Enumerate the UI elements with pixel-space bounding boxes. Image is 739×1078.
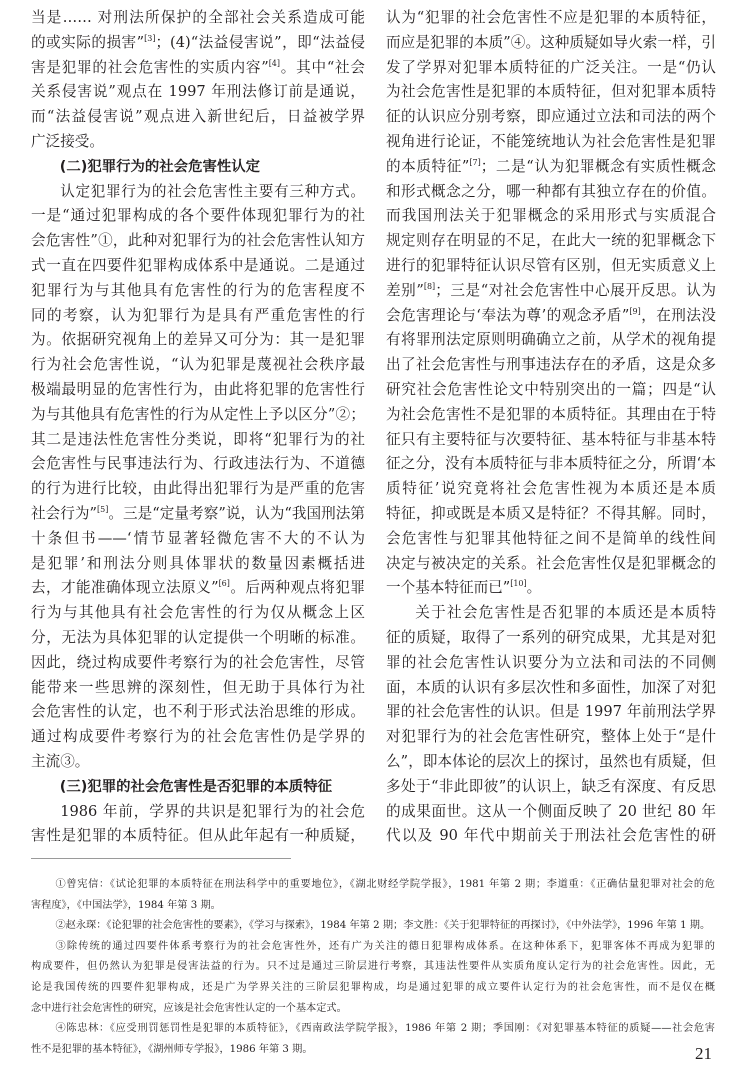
text-line: 因此，绕过构成要件考察行为的社会危害性，尽管 — [31, 653, 365, 671]
citation-marker: [5] — [97, 504, 109, 514]
section-heading: (三)犯罪的社会危害性是否犯罪的本质特征 — [59, 778, 332, 795]
text-line: 通过构成要件考察行为的社会危害性仍是学界的 — [31, 728, 365, 746]
text-line: 会危害性的认定，也不利于形式法治思维的形成。 — [31, 703, 365, 721]
text-line: 其二是违法性危害性分类说，即将“犯罪行为的社 — [31, 430, 365, 448]
text-line: 行为社会危害性说，“认为犯罪是蔑视社会秩序最 — [31, 356, 365, 374]
text-line: 差别”[8]；三是“对社会危害性中心展开反思。认为 — [386, 281, 716, 299]
section-heading: (二)犯罪行为的社会危害性认定 — [59, 158, 261, 175]
text-line: 对犯罪行为的社会危害性研究，整体上处于“是什 — [386, 728, 716, 746]
text-line: 犯罪行为与其他具有危害性的行为的危害程度不 — [31, 281, 365, 299]
text-line: 进行的犯罪特征认识尽管有区别，但无实质意义上 — [386, 256, 716, 274]
text-line: 而“法益侵害说”观点进入新世纪后，日益被学界 — [31, 108, 365, 126]
text-line: 广泛接受。 — [31, 132, 104, 150]
text-line: 认为“犯罪的社会危害性不应是犯罪的本质特征， — [386, 9, 716, 26]
footnotes — [31, 875, 715, 1060]
text-line: 关于社会危害性是否犯罪的本质还是本质特 — [415, 604, 716, 622]
footnote-divider — [31, 858, 291, 859]
text-line: 质特征’说究竟将社会危害性视为本质还是本质 — [386, 480, 716, 498]
text-line: 出了社会危害性与刑事违法存在的矛盾，这是众多 — [386, 356, 716, 374]
citation-marker: [4] — [268, 58, 281, 68]
text-line: 害是犯罪的社会危害性的实质内容”[4]。其中“社会 — [31, 58, 365, 76]
text-line: 征之分，没有本质特征与非本质特征之分，所谓‘本 — [386, 455, 716, 473]
text-line: 关系侵害说”观点在 1997 年刑法修订前是通说， — [31, 83, 365, 101]
footnote-line: ②赵永琛：《论犯罪的社会危害性的要素》，《学习与探索》，1984 年第 2 期；李文胜：《关于犯罪特征的再探讨》，《中外法学》，1996 年第 1 期。 — [55, 920, 711, 932]
text-line: 为与其他具有危害性的行为从定性上予以区分”②； — [31, 405, 365, 423]
text-line: 为。依据研究视角上的差异又可分为：其一是犯罪 — [31, 331, 365, 349]
text-line: 罪的社会危害性认识要分为立法和司法的不同侧 — [386, 653, 716, 671]
text-line: 征只有主要特征与次要特征、基本特征与非基本特 — [386, 430, 716, 448]
text-line: 多处于“非此即彼”的认识上，缺乏有深度、有反思 — [386, 777, 716, 795]
text-line: 会危害性与犯罪其他特征之间不是简单的线性间 — [386, 529, 716, 547]
text-line: 特征，抑或既是本质又是特征？不得其解。同时， — [386, 504, 716, 522]
text-line: 代以及 90 年代中期前关于刑法社会危害性的研 — [386, 827, 716, 845]
text-line: 式一直在四要件犯罪构成体系中是通说。二是通过 — [31, 256, 365, 274]
footnote-line: ④陈忠林：《应受刑罚惩罚性是犯罪的本质特征》，《西南政法学院学报》，1986 年第 2 期；季国刚：《对犯罪基本特征的质疑——社会危害 — [55, 1023, 715, 1035]
text-line: 为社会危害性不是犯罪的本质特征。其理由在于特 — [386, 405, 716, 423]
footnote-line: 念中进行社会危害性的研究，应该是社会危害性认定的一个基本定式。 — [31, 1002, 347, 1014]
text-line: 十条但书——‘情节显著轻微危害不大的不认为 — [31, 529, 365, 547]
text-line: 研究社会危害性论文中特别突出的一篇；四是“认 — [386, 380, 716, 398]
footnote-line: ①曾宪信：《试论犯罪的本质特征在刑法科学中的重要地位》，《湖北财经学院学报》，1981 年第 2 期；李道重：《正确估量犯罪对社会的危 — [55, 879, 715, 890]
text-line: 么”，即本体论的层次上的探讨，虽然也有质疑，但 — [386, 752, 716, 770]
footnote-line: ③除传统的通过四要件体系考察行为的社会危害性外，还有广为关注的德日犯罪构成体系。在这种体系下，犯罪客体不再成为犯罪的 — [55, 940, 715, 952]
text-line: 会危害性”①，此种对犯罪行为的社会危害性认知方 — [31, 232, 365, 250]
text-line: 一个基本特征而已”[10]。 — [386, 579, 542, 597]
footnote-line: 构成要件，但仍然认为犯罪是侵害法益的行为。只不过是通过三阶层进行考察，其违法性要件从实质角度认定行为的社会危害性。因此，无 — [31, 961, 715, 973]
footnote-line: 害程度》，《中国法学》，1984 年第 3 期。 — [31, 899, 221, 911]
text-line: 发了学界对犯罪本质特征的广泛关注。一是“仍认 — [386, 58, 716, 76]
citation-marker: [3] — [144, 33, 156, 43]
text-line: 会危害理论与‘奉法为尊’的观念矛盾”[9]，在刑法没 — [386, 306, 716, 324]
footnote-line: 论是我国传统的四要件犯罪构成，还是广为学界关注的三阶层犯罪构成，均是通过犯罪的成立要件认定行为的社会危害性，而不是仅在概 — [31, 981, 715, 993]
text-line: 极端最明显的危害性行为，由此将犯罪的危害性行 — [31, 380, 365, 398]
text-line: 视角进行论证，不能笼统地认为社会危害性是犯罪 — [386, 132, 716, 150]
text-line: 1986 年前，学界的共识是犯罪行为的社会危 — [60, 802, 365, 820]
text-line: 认定犯罪行为的社会危害性主要有三种方式。 — [60, 182, 365, 200]
page-number: 21 — [695, 1044, 712, 1063]
footnote-line: 性不是犯罪的基本特征》，《湖州师专学报》，1986 年第 3 期。 — [31, 1043, 313, 1055]
text-line: 当是…… 对刑法所保护的全部社会关系造成可能 — [31, 9, 365, 26]
citation-marker: [10] — [510, 579, 527, 589]
text-line: 同的考察，认为犯罪行为是具有严重危害性的行 — [31, 306, 365, 324]
text-line: 能带来一些思辨的深刻性，但无助于具体行为社 — [31, 678, 365, 696]
text-line: 是犯罪’和刑法分则具体罪状的数量因素概括进 — [31, 554, 365, 572]
right-text-column — [386, 6, 716, 849]
text-line: 面，本质的认识有多层次性和多面性，加深了对犯 — [386, 678, 716, 696]
text-line: 的成果面世。这从一个侧面反映了 20 世纪 80 年 — [386, 802, 716, 820]
text-line: 分，无法为具体犯罪的认定提供一个明晰的标准。 — [31, 628, 365, 646]
text-line: 去，才能准确体现立法原义”[6]。后两种观点将犯罪 — [31, 579, 365, 597]
text-line: 征的认识应分别考察，即应通过立法和司法的两个 — [386, 108, 716, 126]
text-line: 罪的社会危害性的认识。但是 1997 年前刑法学界 — [386, 703, 716, 721]
citation-marker: [6] — [218, 579, 230, 589]
text-line: 和形式概念之分，哪一种都有其独立存在的价值。 — [386, 182, 716, 200]
text-line: 规定则存在明显的不足，在此大一统的犯罪概念下 — [386, 232, 716, 250]
citation-marker: [7] — [469, 157, 481, 167]
citation-marker: [8] — [423, 281, 436, 291]
text-line: 害性是犯罪的本质特征。但从此年起有一种质疑， — [31, 827, 365, 845]
text-line: 征的质疑，取得了一系列的研究成果，尤其是对犯 — [386, 628, 716, 646]
text-line: 的行为进行比较，由此得出犯罪行为是严重的危害 — [31, 480, 365, 498]
text-line: 有将罪刑法定原则明确确立之前，从学术的视角提 — [386, 331, 716, 349]
text-line: 行为与其他具有社会危害性的行为仅从概念上区 — [31, 604, 365, 622]
text-line: 会危害性与民事违法行为、行政违法行为、不道德 — [31, 455, 365, 473]
text-line: 为社会危害性是犯罪的本质特征，但对犯罪本质特 — [386, 83, 716, 101]
text-line: 决定与被决定的关系。社会危害性仅是犯罪概念的 — [386, 554, 716, 572]
text-line: 的或实际的损害”[3]；(4)“法益侵害说”，即“法益侵 — [31, 33, 365, 51]
text-line: 而应是犯罪的本质”④。这种质疑如导火索一样，引 — [386, 33, 716, 51]
text-line: 社会行为”[5]。三是“定量考察”说，认为“我国刑法第 — [31, 504, 365, 522]
text-line: 一是“通过犯罪构成的各个要件体现犯罪行为的社 — [31, 207, 365, 225]
left-text-column — [31, 6, 365, 849]
text-line: 的本质特征”[7]；二是“认为犯罪概念有实质性概念 — [386, 157, 716, 175]
citation-marker: [9] — [629, 306, 641, 316]
text-line: 主流③。 — [31, 752, 90, 770]
text-line: 而我国刑法关于犯罪概念的采用形式与实质混合 — [386, 207, 716, 225]
